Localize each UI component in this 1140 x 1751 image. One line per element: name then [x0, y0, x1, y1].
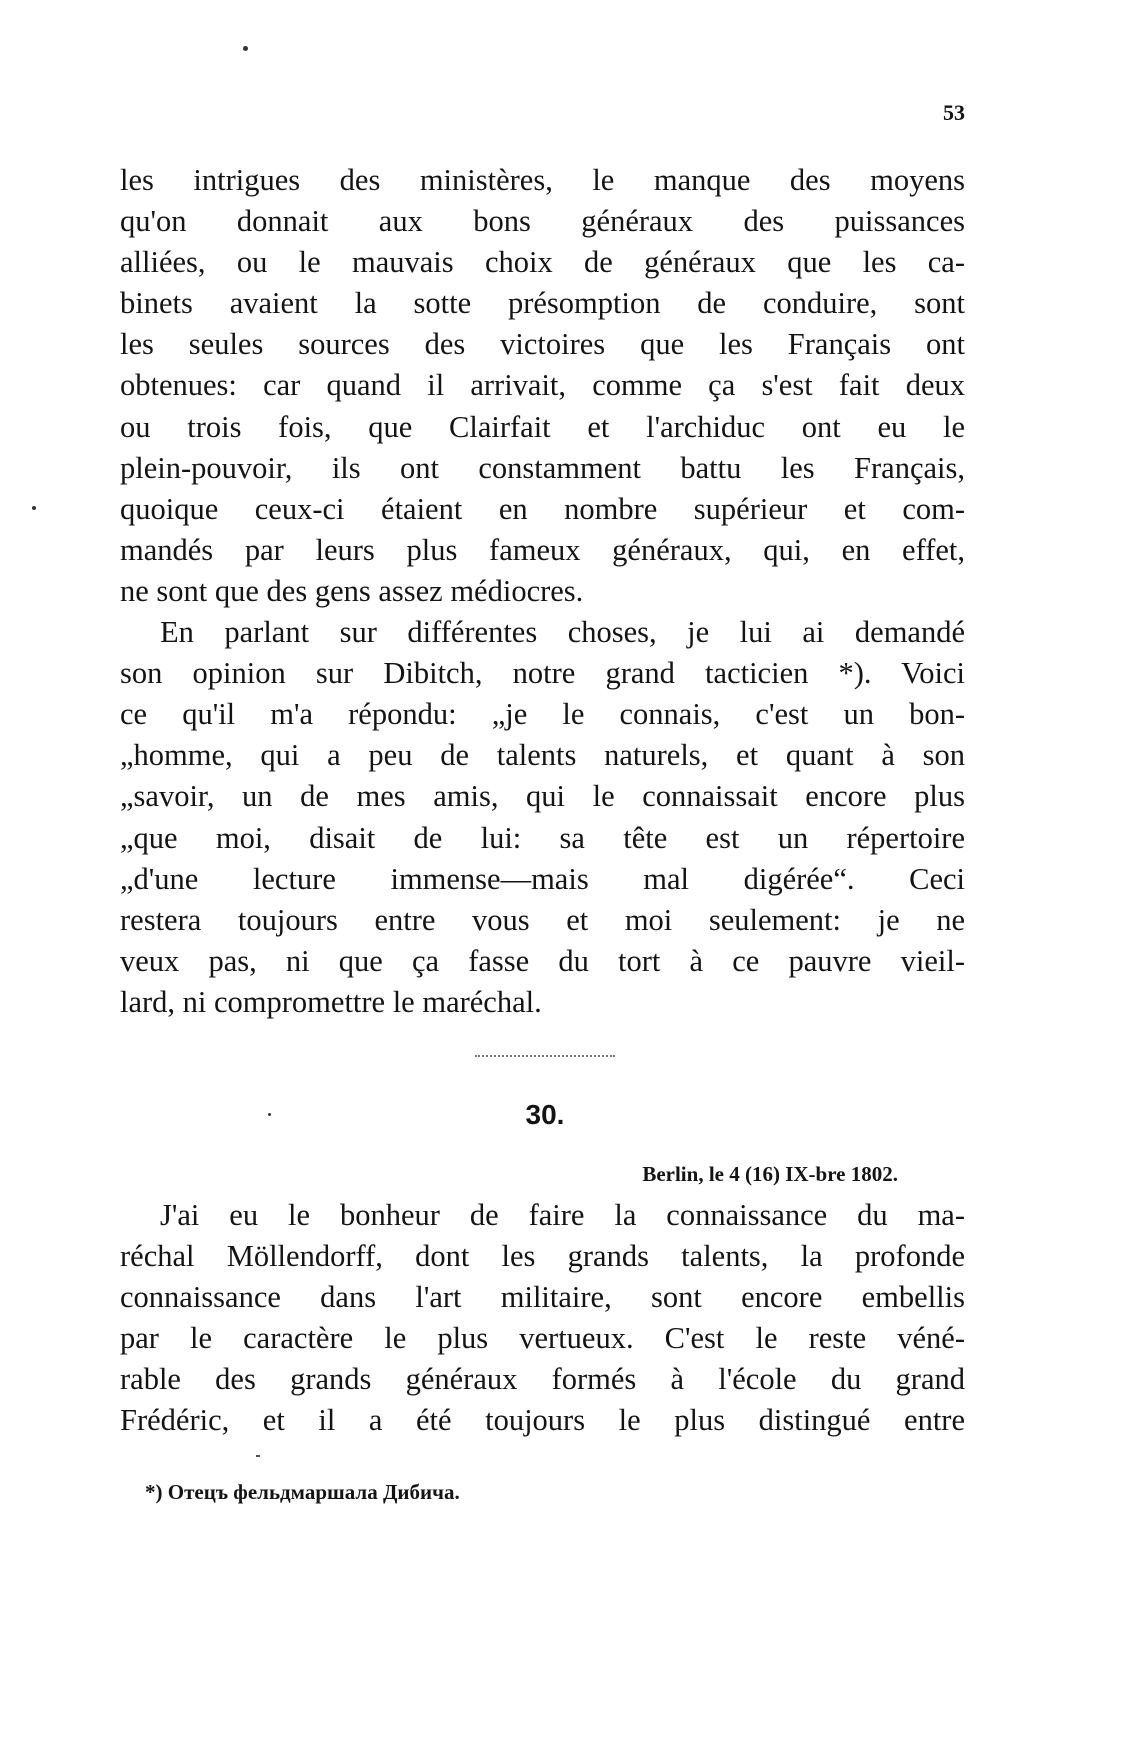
text-line: qu'on donnait aux bons généraux des puissances — [120, 204, 965, 239]
text-line: alliées, ou le mauvais choix de généraux que les ca- — [120, 245, 965, 280]
text-line: réchal Möllendorff, dont les grands talents, la profonde — [120, 1239, 965, 1274]
page-number: 53 — [943, 100, 965, 125]
stray-mark-left — [32, 506, 36, 510]
text-line: lard, ni compromettre le maréchal. — [120, 984, 542, 1019]
text-line: les intrigues des ministères, le manque des moyens — [120, 163, 965, 197]
text-line: connaissance dans l'art militaire, sont encore embellis — [120, 1280, 965, 1315]
text-line: rable des grands généraux formés à l'école du grand — [120, 1362, 965, 1397]
text-line: restera toujours entre vous et moi seulement: je ne — [120, 902, 965, 937]
text-line: ce qu'il m'a répondu: „je le connais, c'est un bon- — [120, 697, 965, 732]
letter-number: 30. — [525, 1099, 565, 1130]
stray-mark-top — [243, 46, 248, 51]
text-line: ne sont que des gens assez médiocres. — [120, 573, 584, 608]
text-line: ou trois fois, que Clairfait et l'archiduc ont eu le — [120, 409, 965, 444]
text-line: Frédéric, et il a été toujours le plus distingué entre — [120, 1403, 965, 1438]
footnote-rule — [256, 1455, 260, 1457]
dotted-separator — [475, 1055, 615, 1059]
text-line: J'ai eu le bonheur de faire la connaissance du ma- — [160, 1198, 965, 1232]
text-line: son opinion sur Dibitch, notre grand tacticien *). Voici — [120, 656, 965, 691]
text-line: les seules sources des victoires que les Français ont — [120, 327, 965, 362]
text-line: „que moi, disait de lui: sa tête est un répertoire — [120, 820, 965, 855]
text-line: veux pas, ni que ça fasse du tort à ce pauvre vieil- — [120, 943, 965, 978]
text-line: quoique ceux-ci étaient en nombre supérieur et com- — [120, 491, 965, 526]
text-line: „d'une lecture immense—mais mal digérée“. Ceci — [120, 861, 965, 896]
footnote: *) Отецъ фельдмаршала Дибича. — [145, 1480, 460, 1504]
letter-date: Berlin, le 4 (16) IX-bre 1802. — [642, 1162, 898, 1186]
text-line: mandés par leurs plus fameux généraux, qui, en effet, — [120, 532, 965, 567]
letter-text-block — [120, 1195, 965, 1442]
text-line: binets avaient la sotte présomption de conduire, sont — [120, 286, 965, 321]
text-line: obtenues: car quand il arrivait, comme ça s'est fait deux — [120, 368, 965, 403]
stray-mark-middle — [268, 1113, 271, 1116]
text-line: plein-pouvoir, ils ont constamment battu les Français, — [120, 450, 965, 485]
text-line: par le caractère le plus vertueux. C'est le reste véné- — [120, 1321, 965, 1356]
text-line: „savoir, un de mes amis, qui le connaissait encore plus — [120, 779, 965, 814]
main-text-block — [120, 160, 965, 1023]
text-line: „homme, qui a peu de talents naturels, et quant à son — [120, 738, 965, 773]
text-line: En parlant sur différentes choses, je lui ai demandé — [160, 615, 965, 650]
